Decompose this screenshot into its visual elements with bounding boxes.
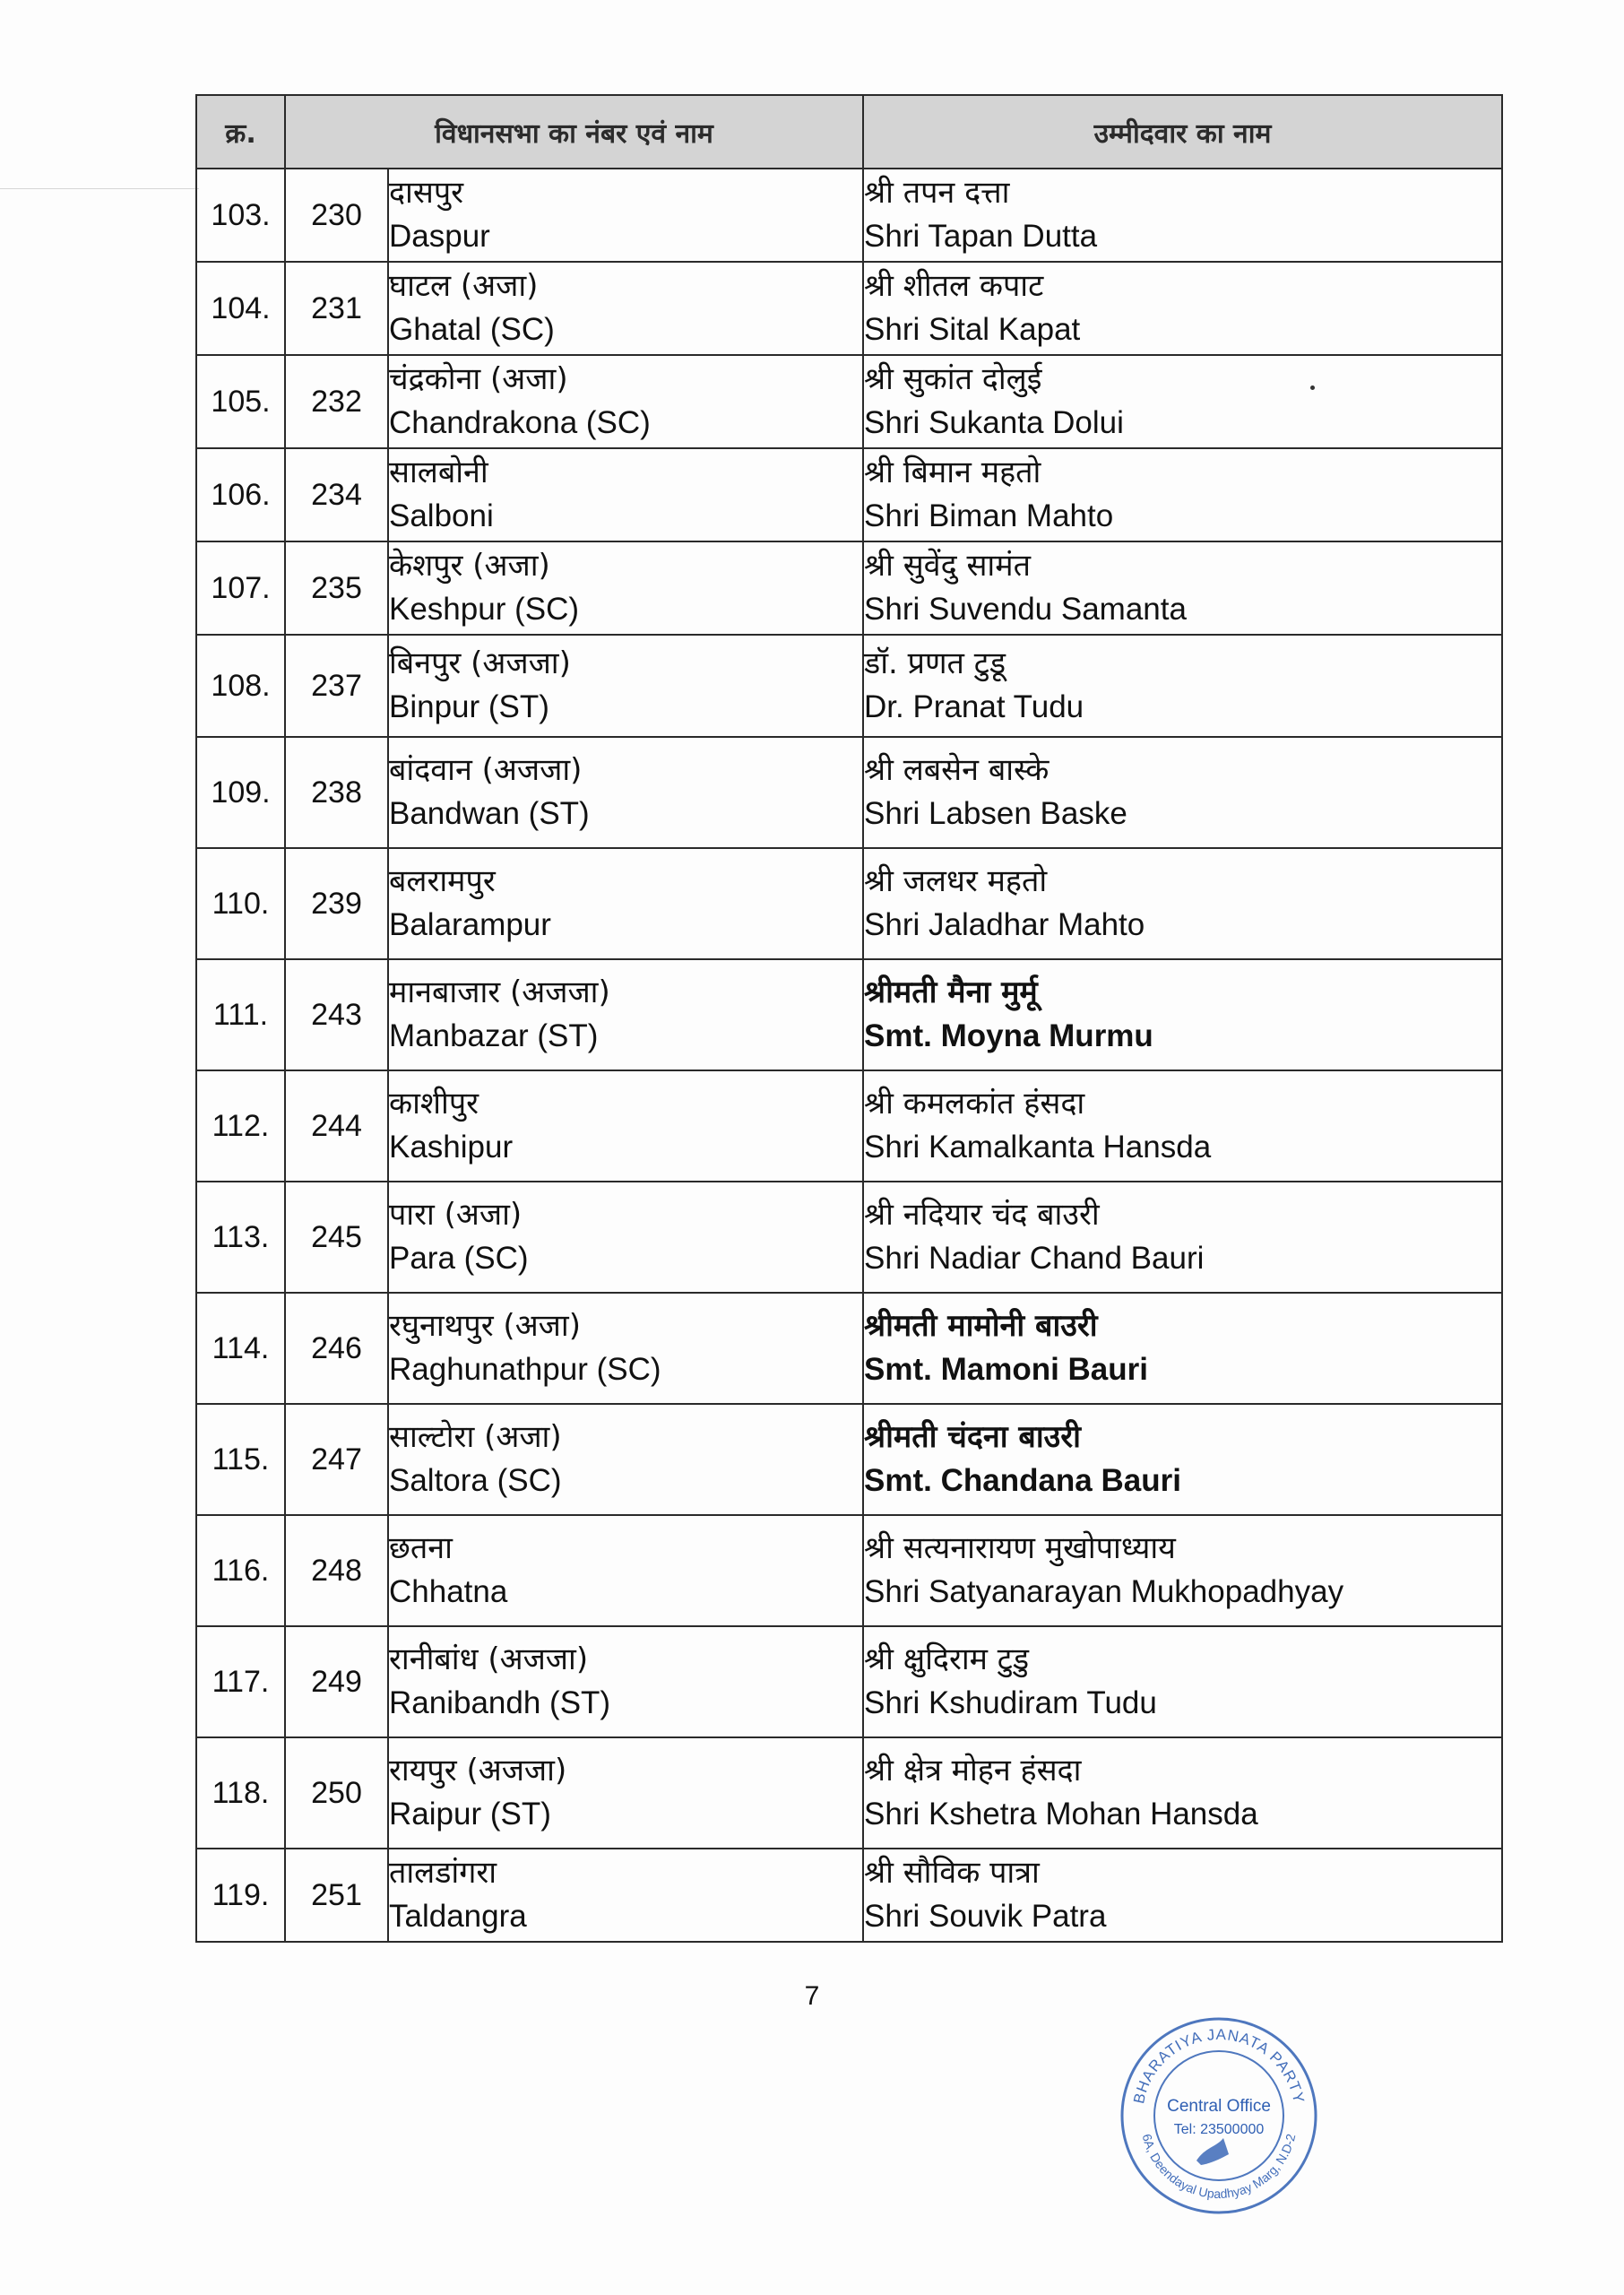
serial-number: 118.	[196, 1737, 285, 1849]
constituency-name	[388, 737, 863, 848]
candidate-name-english: Shri Kshudiram Tudu	[864, 1685, 1157, 1721]
constituency-name-hindi: केशपुर (अजा)	[389, 547, 550, 584]
constituency-name-hindi: चंद्रकोना (अजा)	[389, 360, 568, 397]
candidate-name	[863, 1404, 1502, 1515]
constituency-name	[388, 541, 863, 635]
candidate-name-english: Shri Kshetra Mohan Hansda	[864, 1797, 1258, 1832]
stamp-line1: Central Office	[1167, 2097, 1271, 2116]
table-row	[196, 1293, 1502, 1404]
constituency-name-english: Salboni	[389, 498, 494, 534]
constituency-name-english: Bandwan (ST)	[389, 796, 590, 832]
candidate-list-table	[195, 94, 1503, 1943]
candidate-name	[863, 1626, 1502, 1737]
candidate-name	[863, 1849, 1502, 1942]
candidate-name-hindi: श्रीमती मामोनी बाउरी	[864, 1307, 1098, 1344]
serial-number: 117.	[196, 1626, 285, 1737]
constituency-name-hindi: दासपुर	[389, 174, 464, 211]
constituency-number: 235	[285, 541, 388, 635]
serial-number: 103.	[196, 169, 285, 262]
serial-number: 104.	[196, 262, 285, 355]
constituency-number: 245	[285, 1182, 388, 1293]
constituency-name-hindi: तालडांगरा	[389, 1854, 497, 1891]
serial-number: 105.	[196, 355, 285, 448]
candidate-name	[863, 635, 1502, 737]
candidate-name-hindi: श्री क्षेत्र मोहन हंसदा	[864, 1752, 1082, 1788]
candidate-name-hindi: श्री क्षुदिराम टुडु	[864, 1641, 1030, 1677]
constituency-name	[388, 635, 863, 737]
serial-number: 109.	[196, 737, 285, 848]
candidate-name	[863, 1182, 1502, 1293]
table-row	[196, 169, 1502, 262]
candidate-name	[863, 1293, 1502, 1404]
table-row	[196, 541, 1502, 635]
candidate-name-english: Shri Tapan Dutta	[864, 219, 1098, 255]
header-candidate: उम्मीदवार का नाम	[863, 95, 1502, 169]
constituency-name-hindi: साल्टोरा (अजा)	[389, 1418, 562, 1455]
candidate-name-hindi: श्री कमलकांत हंसदा	[864, 1085, 1085, 1122]
constituency-name-hindi: घाटल (अजा)	[389, 267, 539, 304]
constituency-name-hindi: रघुनाथपुर (अजा)	[389, 1307, 581, 1344]
serial-number: 112.	[196, 1070, 285, 1182]
constituency-number: 243	[285, 959, 388, 1070]
candidate-name	[863, 737, 1502, 848]
candidate-name-english: Shri Sukanta Dolui	[864, 405, 1124, 441]
serial-number: 119.	[196, 1849, 285, 1942]
constituency-number: 251	[285, 1849, 388, 1942]
candidate-name-hindi: श्री नदियार चंद बाउरी	[864, 1196, 1100, 1233]
serial-number: 114.	[196, 1293, 285, 1404]
candidate-name-english: Shri Souvik Patra	[864, 1899, 1107, 1935]
table-row	[196, 635, 1502, 737]
constituency-name-english: Ranibandh (ST)	[389, 1685, 611, 1721]
constituency-number: 249	[285, 1626, 388, 1737]
candidate-name-english: Shri Suvendu Samanta	[864, 592, 1187, 628]
constituency-name	[388, 355, 863, 448]
table-row	[196, 1515, 1502, 1626]
constituency-number: 246	[285, 1293, 388, 1404]
serial-number: 106.	[196, 448, 285, 541]
serial-number: 108.	[196, 635, 285, 737]
table-header-row	[196, 95, 1502, 169]
candidate-name	[863, 541, 1502, 635]
candidate-name	[863, 169, 1502, 262]
constituency-number: 230	[285, 169, 388, 262]
candidate-name-english: Shri Labsen Baske	[864, 796, 1127, 832]
candidate-name-english: Shri Sital Kapat	[864, 312, 1081, 348]
candidate-name-english: Dr. Pranat Tudu	[864, 689, 1084, 725]
table-body	[196, 169, 1502, 1942]
candidate-name	[863, 959, 1502, 1070]
candidate-name-english: Smt. Mamoni Bauri	[864, 1352, 1148, 1388]
candidate-name-english: Shri Jaladhar Mahto	[864, 907, 1145, 943]
table-row	[196, 1849, 1502, 1942]
constituency-name	[388, 448, 863, 541]
candidate-name-english: Shri Biman Mahto	[864, 498, 1114, 534]
constituency-name-english: Keshpur (SC)	[389, 592, 580, 628]
constituency-number: 237	[285, 635, 388, 737]
constituency-name-english: Ghatal (SC)	[389, 312, 555, 348]
svg-text:BHARATIYA JANATA PARTY	[1130, 2026, 1308, 2105]
candidate-name-hindi: श्री तपन दत्ता	[864, 174, 1010, 211]
bjp-central-office-stamp	[1116, 2013, 1322, 2219]
constituency-name-hindi: रानीबांध (अजजा)	[389, 1641, 589, 1677]
constituency-name	[388, 959, 863, 1070]
header-serial: क्र.	[196, 95, 285, 169]
candidate-name	[863, 1737, 1502, 1849]
constituency-number: 234	[285, 448, 388, 541]
constituency-name	[388, 1737, 863, 1849]
candidate-name	[863, 1515, 1502, 1626]
table-row	[196, 1182, 1502, 1293]
candidate-name	[863, 1070, 1502, 1182]
candidate-name-english: Shri Nadiar Chand Bauri	[864, 1241, 1205, 1277]
constituency-name-hindi: बलरामपुर	[389, 862, 496, 899]
lotus-icon	[1196, 2138, 1229, 2165]
constituency-name	[388, 169, 863, 262]
constituency-name-hindi: रायपुर (अजजा)	[389, 1752, 567, 1788]
constituency-name-hindi: पारा (अजा)	[389, 1196, 523, 1233]
candidate-name-hindi: श्री लबसेन बास्के	[864, 751, 1050, 788]
candidate-name-hindi: श्री बिमान महतो	[864, 454, 1041, 490]
constituency-name-hindi: सालबोनी	[389, 454, 488, 490]
table-row	[196, 848, 1502, 959]
candidate-name-hindi: श्री शीतल कपाट	[864, 267, 1044, 304]
constituency-number: 231	[285, 262, 388, 355]
constituency-name	[388, 1515, 863, 1626]
constituency-name-english: Taldangra	[389, 1899, 527, 1935]
header-constituency: विधानसभा का नंबर एवं नाम	[285, 95, 863, 169]
table-row	[196, 959, 1502, 1070]
stamp-line2: Tel: 23500000	[1173, 2122, 1265, 2137]
constituency-name	[388, 1849, 863, 1942]
constituency-name-english: Binpur (ST)	[389, 689, 549, 725]
constituency-name-english: Manbazar (ST)	[389, 1018, 599, 1054]
candidate-name-hindi: श्रीमती मैना मुर्मू	[864, 974, 1038, 1010]
candidate-name-hindi: श्रीमती चंदना बाउरी	[864, 1418, 1081, 1455]
candidate-name-hindi: डॉ. प्रणत टुडू	[864, 645, 1006, 681]
constituency-name	[388, 1404, 863, 1515]
constituency-name-hindi: काशीपुर	[389, 1085, 479, 1122]
constituency-name	[388, 848, 863, 959]
candidate-name	[863, 848, 1502, 959]
constituency-name	[388, 262, 863, 355]
constituency-name-english: Chandrakona (SC)	[389, 405, 651, 441]
table-row	[196, 737, 1502, 848]
constituency-name	[388, 1626, 863, 1737]
constituency-name	[388, 1070, 863, 1182]
constituency-name-hindi: बिनपुर (अजजा)	[389, 645, 571, 681]
constituency-name-hindi: छतना	[389, 1529, 453, 1566]
constituency-number: 244	[285, 1070, 388, 1182]
candidate-name	[863, 355, 1502, 448]
table-row	[196, 1626, 1502, 1737]
serial-number: 107.	[196, 541, 285, 635]
constituency-name-english: Chhatna	[389, 1574, 508, 1610]
table-row	[196, 1737, 1502, 1849]
constituency-number: 232	[285, 355, 388, 448]
table-row	[196, 1404, 1502, 1515]
candidate-name-english: Smt. Moyna Murmu	[864, 1018, 1153, 1054]
constituency-name-english: Raipur (ST)	[389, 1797, 551, 1832]
serial-number: 111.	[196, 959, 285, 1070]
constituency-name-english: Daspur	[389, 219, 490, 255]
table-row	[196, 262, 1502, 355]
scan-speck	[1310, 385, 1315, 390]
candidate-name-english: Shri Satyanarayan Mukhopadhyay	[864, 1574, 1344, 1610]
table-row	[196, 448, 1502, 541]
constituency-name-english: Raghunathpur (SC)	[389, 1352, 661, 1388]
constituency-number: 238	[285, 737, 388, 848]
serial-number: 113.	[196, 1182, 285, 1293]
constituency-number: 239	[285, 848, 388, 959]
constituency-number: 248	[285, 1515, 388, 1626]
constituency-name-english: Para (SC)	[389, 1241, 529, 1277]
page-number: 7	[804, 1981, 820, 2011]
candidate-name-hindi: श्री सुकांत दोलुई	[864, 360, 1042, 397]
candidate-name-hindi: श्री सौविक पात्रा	[864, 1854, 1040, 1891]
candidate-name-hindi: श्री सत्यनारायण मुखोपाध्याय	[864, 1529, 1176, 1566]
constituency-name-english: Kashipur	[389, 1130, 514, 1165]
constituency-name-hindi: मानबाजार (अजजा)	[389, 974, 610, 1010]
table-row	[196, 1070, 1502, 1182]
candidate-name-english: Smt. Chandana Bauri	[864, 1463, 1181, 1499]
stamp-ring-bottom: 6A, Deendayal Upadhyay Marg, N.D-2	[1139, 2132, 1299, 2202]
constituency-name	[388, 1182, 863, 1293]
scan-artifact-line	[0, 188, 199, 189]
table-row	[196, 355, 1502, 448]
candidate-name	[863, 262, 1502, 355]
constituency-name	[388, 1293, 863, 1404]
candidate-name-english: Shri Kamalkanta Hansda	[864, 1130, 1212, 1165]
constituency-name-english: Saltora (SC)	[389, 1463, 562, 1499]
stamp-ring-top: BHARATIYA JANATA PARTY	[1130, 2025, 1308, 2106]
constituency-number: 247	[285, 1404, 388, 1515]
candidate-name	[863, 448, 1502, 541]
serial-number: 110.	[196, 848, 285, 959]
serial-number: 115.	[196, 1404, 285, 1515]
constituency-number: 250	[285, 1737, 388, 1849]
serial-number: 116.	[196, 1515, 285, 1626]
constituency-name-hindi: बांदवान (अजजा)	[389, 751, 583, 788]
candidate-name-hindi: श्री सुवेंदु सामंत	[864, 547, 1031, 584]
constituency-name-english: Balarampur	[389, 907, 551, 943]
candidate-name-hindi: श्री जलधर महतो	[864, 862, 1048, 899]
